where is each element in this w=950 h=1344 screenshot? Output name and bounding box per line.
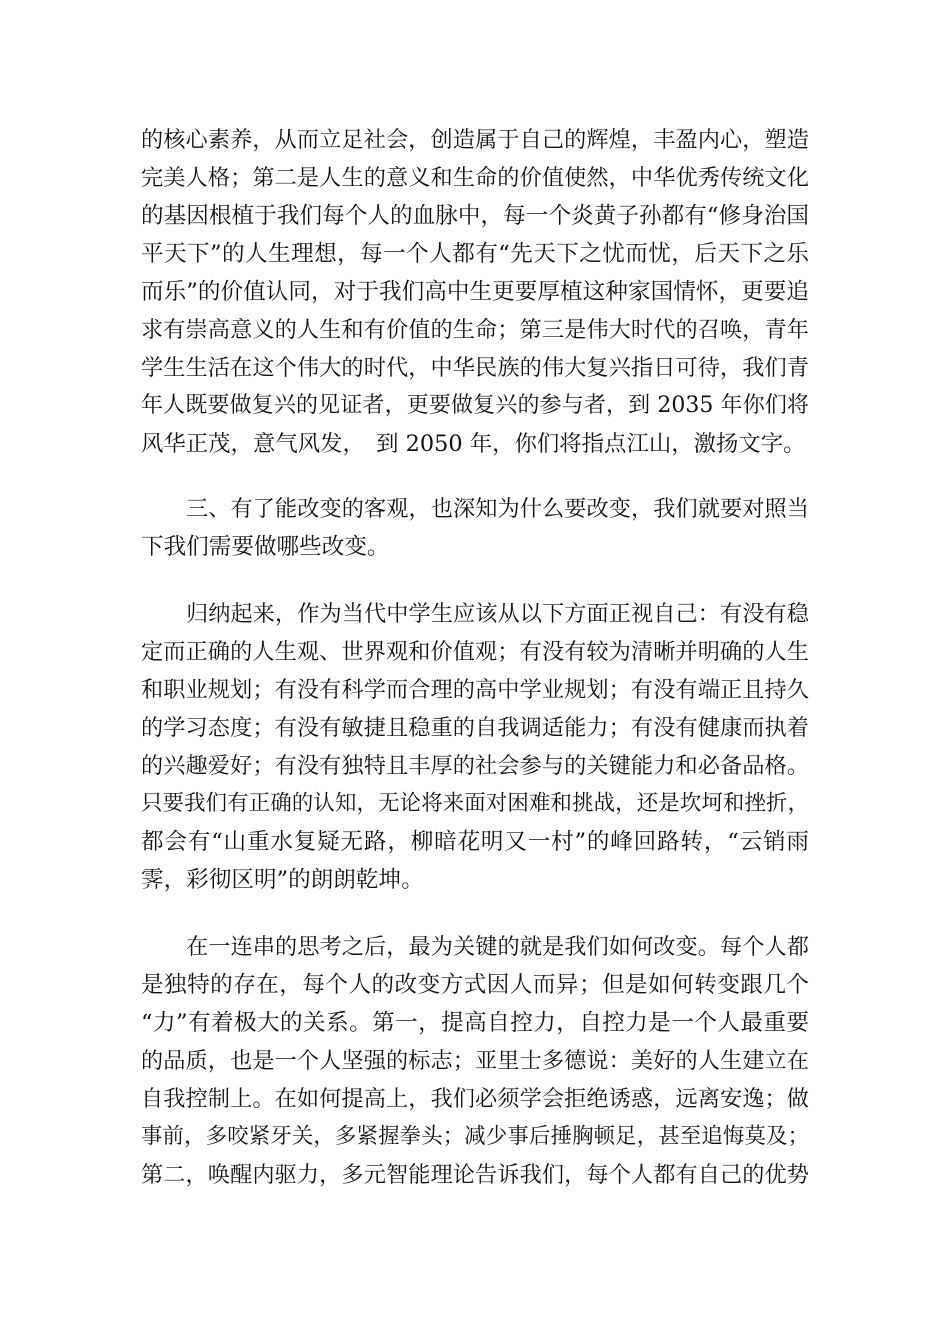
paragraph-1-line-9: 风华正茂，意气风发， 到 2050 年，你们将指点江山，激扬文字。 bbox=[141, 431, 806, 457]
paragraph-1-line-1: 的核心素养，从而立足社会，创造属于自己的辉煌，丰盈内心，塑造 bbox=[141, 127, 809, 153]
paragraph-1-line-5: 而乐”的价值认同，对于我们高中生更要厚植这种家国情怀，更要追 bbox=[141, 279, 809, 305]
paragraph-4-line-3: “力”有着极大的关系。第一，提高自控力，自控力是一个人最重要 bbox=[141, 1010, 809, 1036]
paragraph-3-line-8: 霁，彩彻区明”的朗朗乾坤。 bbox=[141, 867, 424, 893]
paragraph-2-line-2: 下我们需要做哪些改变。 bbox=[141, 534, 390, 560]
paragraph-1-line-6: 求有崇高意义的人生和有价值的生命；第三是伟大时代的召唤，青年 bbox=[141, 317, 809, 343]
paragraph-1-line-7: 学生生活在这个伟大的时代，中华民族的伟大复兴指日可待，我们青 bbox=[141, 355, 809, 381]
paragraph-2-line-1: 三、有了能改变的客观，也深知为什么要改变，我们就要对照当 bbox=[186, 496, 809, 522]
paragraph-3-line-4: 的学习态度；有没有敏捷且稳重的自我调适能力；有没有健康而执着 bbox=[141, 715, 809, 741]
paragraph-1-line-8: 年人既要做复兴的见证者，更要做复兴的参与者，到 2035 年你们将 bbox=[141, 393, 809, 418]
paragraph-1-line-4: 平天下”的人生理想，每一个人都有“先天下之忧而忧，后天下之乐 bbox=[141, 241, 809, 267]
paragraph-3-line-6: 只要我们有正确的认知，无论将来面对困难和挑战，还是坎坷和挫折， bbox=[141, 791, 809, 816]
paragraph-4-line-2: 是独特的存在，每个人的改变方式因人而异；但是如何转变跟几个 bbox=[141, 972, 809, 998]
paragraph-3-line-7: 都会有“山重水复疑无路，柳暗花明又一村”的峰回路转，“云销雨 bbox=[141, 829, 809, 855]
paragraph-4-line-1: 在一连串的思考之后，最为关键的就是我们如何改变。每个人都 bbox=[186, 934, 809, 960]
paragraph-3-line-2: 定而正确的人生观、世界观和价值观；有没有较为清晰并明确的人生 bbox=[141, 639, 809, 665]
paragraph-4-line-4: 的品质，也是一个人坚强的标志；亚里士多德说：美好的人生建立在 bbox=[141, 1048, 809, 1074]
paragraph-1-line-3: 的基因根植于我们每个人的血脉中，每一个炎黄子孙都有“修身治国 bbox=[141, 203, 809, 229]
paragraph-4-line-5: 自我控制上。在如何提高上，我们必须学会拒绝诱惑，远离安逸；做 bbox=[141, 1086, 809, 1112]
paragraph-4-line-7: 第二，唤醒内驱力，多元智能理论告诉我们，每个人都有自己的优势 bbox=[141, 1162, 809, 1188]
paragraph-4-line-6: 事前，多咬紧牙关，多紧握拳头；减少事后捶胸顿足，甚至追悔莫及； bbox=[141, 1124, 809, 1149]
paragraph-1-line-2: 完美人格；第二是人生的意义和生命的价值使然，中华优秀传统文化 bbox=[141, 165, 809, 191]
paragraph-3-line-5: 的兴趣爱好；有没有独特且丰厚的社会参与的关键能力和必备品格。 bbox=[141, 753, 809, 779]
paragraph-3-line-3: 和职业规划；有没有科学而合理的高中学业规划；有没有端正且持久 bbox=[141, 677, 809, 703]
paragraph-3-line-1: 归纳起来，作为当代中学生应该从以下方面正视自己：有没有稳 bbox=[186, 601, 809, 627]
